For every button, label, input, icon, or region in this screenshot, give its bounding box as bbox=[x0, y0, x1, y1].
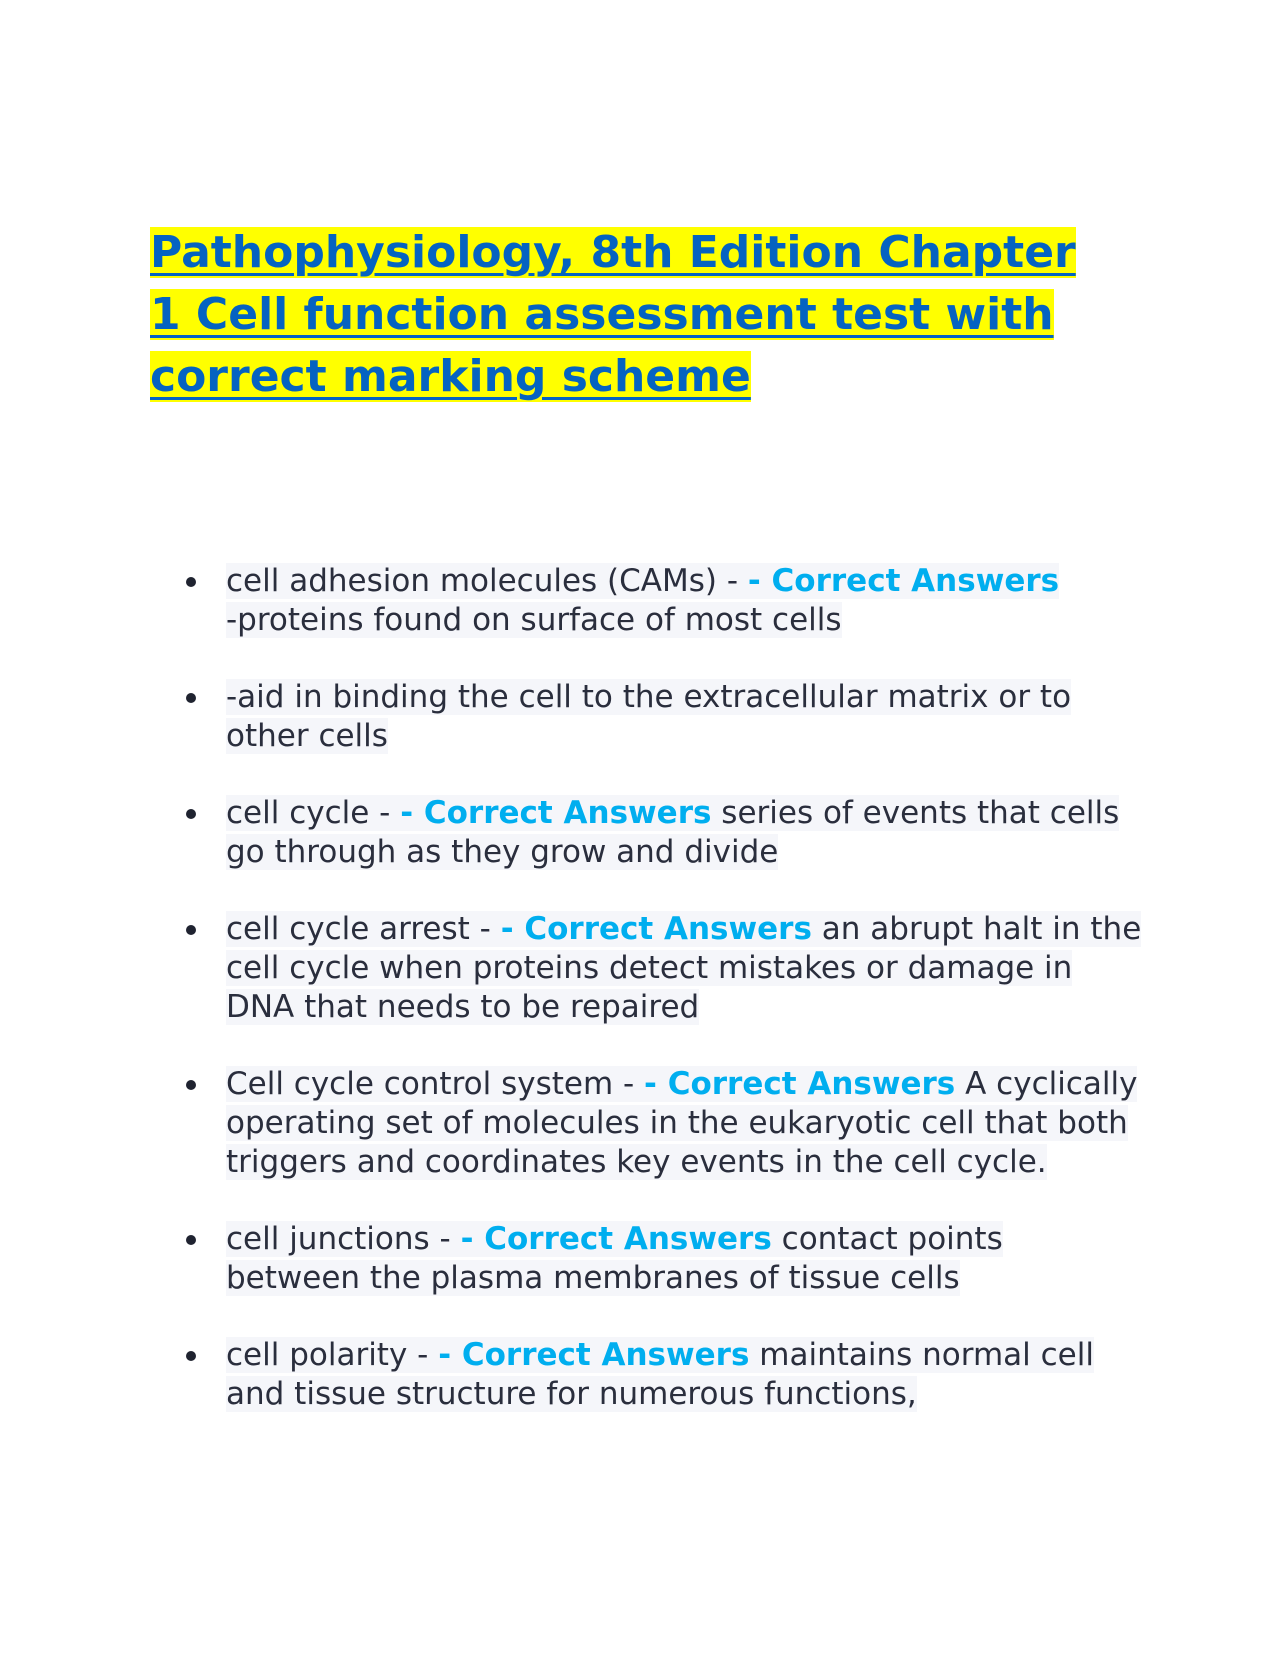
title-line: correct marking scheme bbox=[150, 351, 751, 402]
list-item bbox=[182, 562, 1142, 640]
list-item bbox=[182, 1065, 1142, 1182]
list-item bbox=[182, 678, 1142, 756]
item-text bbox=[226, 1337, 1094, 1412]
item-term: cell junctions - bbox=[226, 1221, 461, 1257]
item-answer: an abrupt halt in the cell cycle when proteins detect mistakes or damage in DNA that needs to be repaired bbox=[226, 911, 1142, 1025]
answer-label: - Correct Answers bbox=[460, 1221, 772, 1257]
bullet-icon bbox=[186, 925, 196, 935]
item-term: cell cycle arrest - bbox=[226, 911, 501, 947]
title-block bbox=[150, 222, 1140, 408]
item-answer: A cyclically operating set of molecules in the eukaryotic cell that both triggers and coordinates key events in the cell cycle. bbox=[226, 1066, 1138, 1180]
item-answer: -proteins found on surface of most cells bbox=[226, 602, 842, 638]
item-text bbox=[226, 1066, 1137, 1180]
answer-label: - Correct Answers bbox=[400, 795, 712, 831]
item-text bbox=[226, 795, 1119, 870]
bullet-icon bbox=[186, 1235, 196, 1245]
item-text bbox=[226, 1221, 1003, 1296]
answer-label: - Correct Answers bbox=[438, 1337, 750, 1373]
bullet-icon bbox=[186, 809, 196, 819]
answer-label: - Correct Answers bbox=[747, 563, 1060, 599]
bullet-icon bbox=[186, 1351, 196, 1361]
bullet-icon bbox=[186, 1080, 196, 1090]
list-item bbox=[182, 1220, 1142, 1298]
item-answer: maintains normal cell and tissue structure for numerous functions, bbox=[226, 1337, 1094, 1412]
document-title bbox=[150, 222, 1140, 408]
qa-list bbox=[182, 562, 1142, 1452]
item-term: Cell cycle control system - bbox=[226, 1066, 645, 1102]
title-line: 1 Cell function assessment test with bbox=[150, 289, 1054, 340]
item-text bbox=[226, 563, 1059, 638]
item-text bbox=[226, 679, 1071, 754]
list-item bbox=[182, 794, 1142, 872]
item-term: -aid in binding the cell to the extracellular matrix or to other cells bbox=[226, 679, 1072, 754]
item-answer: contact points between the plasma membranes of tissue cells bbox=[226, 1221, 1003, 1296]
answer-label: - Correct Answers bbox=[500, 911, 812, 947]
item-text bbox=[226, 911, 1141, 1025]
title-line: Pathophysiology, 8th Edition Chapter bbox=[150, 227, 1076, 278]
list-item bbox=[182, 1336, 1142, 1414]
answer-label: - Correct Answers bbox=[644, 1066, 956, 1102]
item-term: cell cycle - bbox=[226, 795, 401, 831]
item-answer: series of events that cells go through as they grow and divide bbox=[226, 795, 1120, 870]
item-term: cell polarity - bbox=[226, 1337, 439, 1373]
list-item bbox=[182, 910, 1142, 1027]
item-term: cell adhesion molecules (CAMs) - bbox=[226, 563, 748, 599]
bullet-icon bbox=[186, 577, 196, 587]
bullet-icon bbox=[186, 693, 196, 703]
